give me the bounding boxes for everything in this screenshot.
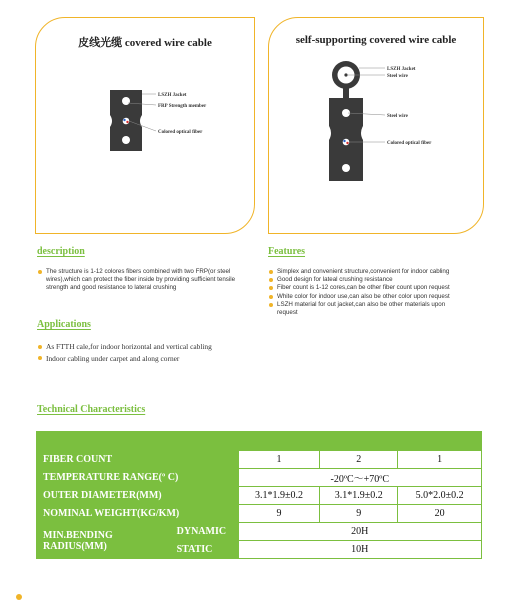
list-item: The structure is 1-12 colores fibers combined with two FRP(or steel wires),which can protect the fiber inside by providing sufficient tensile strength and good resistance to lateral crushing <box>37 268 247 293</box>
cable-cross-section-diagram <box>36 18 254 233</box>
row-label-min-bending <box>37 523 173 559</box>
covered-wire-cable-card <box>35 17 255 234</box>
fiber-blue <box>123 119 125 121</box>
list-item: Simplex and convenient structure,convenient for indoor cabling <box>268 268 464 276</box>
cell: 1 <box>238 451 320 469</box>
table-row-temperature <box>37 469 482 487</box>
steel-wire-bottom <box>342 164 350 172</box>
list-item: White color for indoor use,can also be other color upon request <box>268 293 464 301</box>
cell: 1 <box>398 451 482 469</box>
fiber-red <box>126 121 128 123</box>
card-title: 皮线光缆 covered wire cable <box>78 37 212 49</box>
label-line: RADIUS(MM) <box>43 540 107 552</box>
cell: 3.1*1.9±0.2 <box>238 487 320 505</box>
cell: 20H <box>238 523 481 541</box>
label-lszh-jacket: LSZH Jacket <box>158 93 187 98</box>
list-item: As FTTH cale,for indoor horizontal and vertical cabling <box>37 341 267 353</box>
fiber-white <box>123 118 130 125</box>
frp-member-top <box>122 97 130 105</box>
fiber-red <box>346 142 348 144</box>
label-colored-fiber: Colored optical fiber <box>387 141 432 146</box>
card-title: self-supporting covered wire cable <box>295 34 457 46</box>
technical-heading: Technical Characteristics <box>37 404 146 415</box>
description-list <box>37 268 247 293</box>
table-row-outer-diameter <box>37 487 482 505</box>
row-label: NOMINAL WEIGHT(KG/KM) <box>37 505 239 523</box>
list-item: Indoor cabling under carpet and along corner <box>37 353 267 365</box>
table-row-bending-dynamic <box>37 523 482 541</box>
label-line: MIN.BENDING <box>43 529 113 541</box>
frp-member-bottom <box>122 136 130 144</box>
table-row-nominal-weight <box>37 505 482 523</box>
sub-label-dynamic: DYNAMIC <box>172 523 238 541</box>
technical-table <box>36 431 482 559</box>
label-steel-wire-mid: Steel wire <box>387 114 408 119</box>
row-label: FIBER COUNT <box>37 451 239 469</box>
description-heading: description <box>37 246 85 257</box>
list-item: Fiber count is 1-12 cores,can be other fiber count upon request <box>268 284 464 292</box>
label-colored-fiber: Colored optical fiber <box>158 130 203 135</box>
row-label: OUTER DIAMETER(MM) <box>37 487 239 505</box>
label-lszh-jacket: LSZH Jacket <box>387 67 416 72</box>
steel-wire-top <box>344 73 347 76</box>
label-steel-wire-top: Steel wire <box>387 74 408 79</box>
cell: 9 <box>238 505 320 523</box>
cell: 10H <box>238 541 481 559</box>
applications-heading: Applications <box>37 319 91 330</box>
table-row-fiber-count <box>37 451 482 469</box>
fiber-blue <box>343 140 345 142</box>
features-list <box>268 268 464 317</box>
features-heading: Features <box>268 246 306 257</box>
cell: 3.1*1.9±0.2 <box>320 487 398 505</box>
applications-list <box>37 341 267 364</box>
cell: 20 <box>398 505 482 523</box>
list-item: LSZH material for out jacket,can also be other materials upon request <box>268 301 464 317</box>
list-item: Good design for lateal crushing resistance <box>268 276 464 284</box>
fiber-white <box>343 139 350 146</box>
self-supporting-cable-card <box>268 17 484 234</box>
cell: 5.0*2.0±0.2 <box>398 487 482 505</box>
cell: 2 <box>320 451 398 469</box>
row-label: TEMPERATURE RANGE(º C) <box>37 469 239 487</box>
sub-label-static: STATIC <box>172 541 238 559</box>
cable-cross-section-diagram <box>269 18 483 233</box>
decorative-dot <box>16 594 22 600</box>
cell: -20ºC～+70ºC <box>238 469 481 487</box>
table-header-row <box>37 432 482 451</box>
label-frp: FRP Strength member <box>158 104 207 109</box>
cell: 9 <box>320 505 398 523</box>
